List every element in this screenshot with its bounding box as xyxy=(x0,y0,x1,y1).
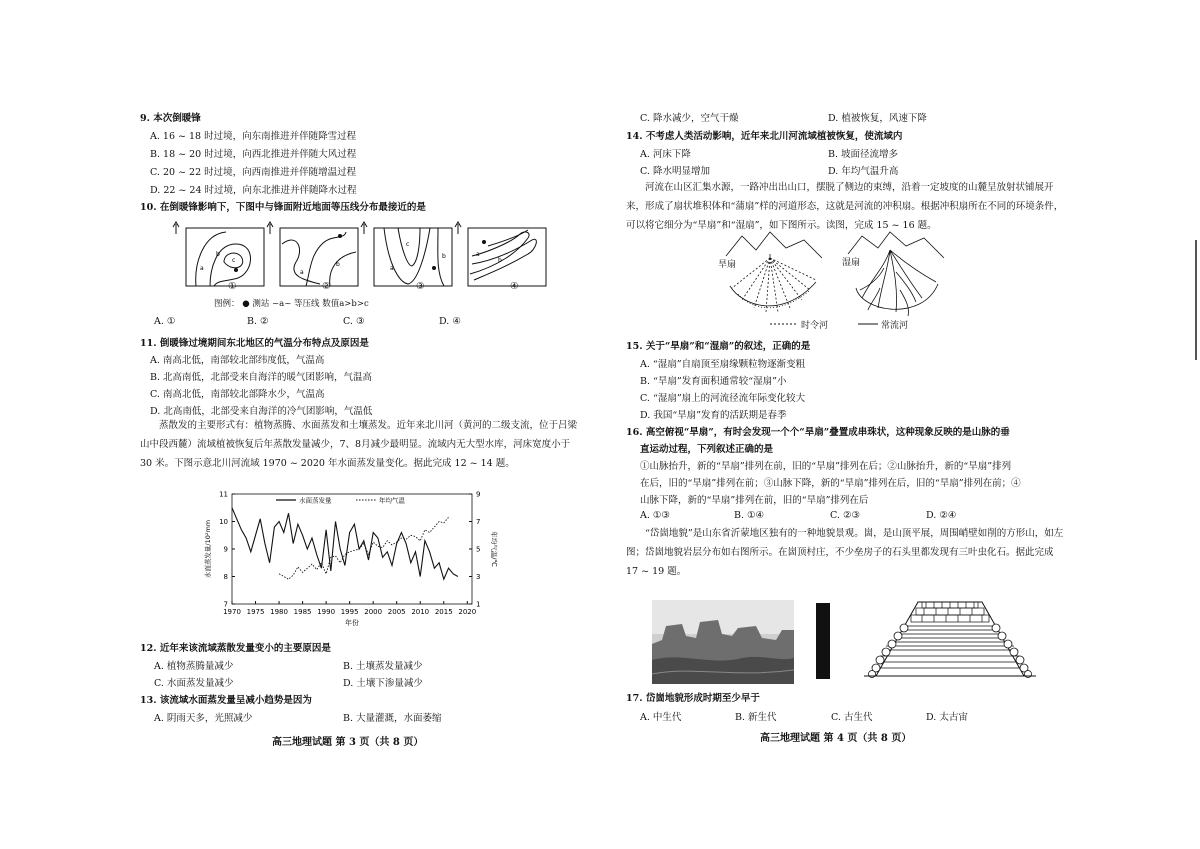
q12-option-a: A. 植物蒸腾量减少 xyxy=(154,661,234,672)
legend-temperature-label: 年均气温 xyxy=(379,496,405,505)
x-tick-label: 1980 xyxy=(270,608,288,616)
q13-option-d: D. 植被恢复，风速下降 xyxy=(828,113,927,124)
svg-text:a: a xyxy=(476,251,480,258)
y-left-tick-label: 10 xyxy=(219,518,228,526)
isobar-panel-2-label: ② xyxy=(322,281,331,292)
q14-option-a: A. 河床下降 xyxy=(640,149,691,160)
svg-text:b: b xyxy=(336,261,340,268)
right-page-footer: 高三地理试题 第 4 页（共 8 页） xyxy=(760,733,912,744)
q10-option-a: A. ① xyxy=(154,316,176,327)
q9-option-b: B. 18 ~ 20 时过境，向西北推进并伴随大风过程 xyxy=(150,149,357,160)
q15-option-b: B. “旱扇”发育面积通常较“湿扇”小 xyxy=(640,376,787,387)
plot-frame xyxy=(232,494,472,604)
x-tick-label: 1985 xyxy=(293,608,312,616)
left-page-footer: 高三地理试题 第 3 页（共 8 页） xyxy=(272,737,424,748)
q16-stem-line-2: 直运动过程，下列叙述正确的是 xyxy=(640,444,774,455)
q16-option-d: D. ②④ xyxy=(926,510,957,521)
q17-option-b: B. 新生代 xyxy=(735,712,777,723)
q15-stem: 15. 关于“旱扇”和“湿扇”的叙述，正确的是 xyxy=(626,341,811,352)
wet-fan xyxy=(848,232,944,316)
x-tick-label: 1995 xyxy=(340,608,359,616)
y-left-tick-label: 7 xyxy=(223,600,228,609)
q17-option-d: D. 太古宙 xyxy=(926,712,968,723)
q13-option-a: A. 阴雨天多，光照减少 xyxy=(154,713,253,724)
rock-strata-diagram xyxy=(864,598,1036,682)
q16-option-a: A. ①③ xyxy=(640,510,670,521)
dry-fan-label: 旱扇 xyxy=(718,260,737,270)
q11-option-a: A. 南高北低，南部较北部纬度低，气温高 xyxy=(150,355,325,366)
q9-option-d: D. 22 ~ 24 时过境，向东北推进并伴随降水过程 xyxy=(150,185,357,196)
q12-option-d: D. 土壤下渗量减少 xyxy=(343,678,423,689)
q14-option-c: C. 降水明显增加 xyxy=(640,166,710,177)
q11-option-c: C. 南高北低，南部较北部降水少，气温高 xyxy=(150,389,325,400)
svg-text:a: a xyxy=(300,269,304,276)
q9-option-c: C. 20 ~ 22 时过境，向西南推进并伴随增温过程 xyxy=(150,167,357,178)
q16-option-c: C. ②③ xyxy=(830,510,861,521)
y-right-tick-label: 1 xyxy=(476,600,481,609)
isobar-legend: 图例： ● 测站 ~a~ 等压线 数值a>b>c xyxy=(214,299,369,309)
y-right-tick-label: 3 xyxy=(476,573,481,581)
isobar-panel-3 xyxy=(361,222,452,286)
scan-edge-mark xyxy=(1195,240,1197,360)
y-right-tick-label: 5 xyxy=(476,545,481,554)
q14-option-d: D. 年均气温升高 xyxy=(828,166,899,177)
x-tick-label: 2015 xyxy=(434,608,453,616)
y-left-tick-label: 11 xyxy=(219,490,228,499)
q12-option-c: C. 水面蒸发量减少 xyxy=(154,678,234,689)
isobar-panel-4 xyxy=(455,222,546,286)
svg-text:c: c xyxy=(232,257,236,264)
y-left-axis-title: 水面蒸发量/10²mm xyxy=(204,519,212,579)
black-bar-divider xyxy=(816,603,830,679)
y-right-axis-title: 年均气温/℃ xyxy=(490,531,498,567)
x-tick-label: 1990 xyxy=(317,608,336,616)
q14-stem: 14. 不考虑人类活动影响，近年来北川河流域植被恢复，使流域内 xyxy=(626,131,903,142)
svg-text:b: b xyxy=(498,257,502,264)
passage-15-16: 河流在山区汇集水源，一路冲出出山口，摆脱了侧边的束缚，沿着一定坡度的山麓呈放射状铺展开来，形成了扇状堆积体和“蒲扇”样的河道形态，这就是河流的冲积扇。根据冲积扇所在不同的环境条件，可以将它细分为“旱扇”和“湿扇”，如下图所示。读图，完成 15 ~ 16 题。 xyxy=(626,182,1064,231)
perennial-river-label: 常流河 xyxy=(881,321,909,331)
q15-option-c: C. “湿扇”扇上的河流径流年际变化较大 xyxy=(640,393,806,404)
x-tick-label: 1970 xyxy=(223,608,241,616)
q15-option-a: A. “湿扇”自扇顶至扇缘颗粒物逐渐变粗 xyxy=(640,359,806,370)
alluvial-fan-diagram xyxy=(712,228,962,334)
dry-fan xyxy=(726,232,822,312)
q15-option-d: D. 我国“旱扇”发育的活跃期是春季 xyxy=(640,410,787,421)
q12-stem: 12. 近年来该流域蒸散发量变小的主要原因是 xyxy=(140,643,331,654)
svg-text:c: c xyxy=(406,241,410,248)
q10-option-d: D. ④ xyxy=(439,316,461,327)
q16-statement-line-1: ①山脉抬升，新的“旱扇”排列在前，旧的“旱扇”排列在后；②山脉抬升，新的“旱扇”排列 xyxy=(640,461,1012,472)
y-left-tick-label: 8 xyxy=(223,573,228,581)
q16-stem-line-1: 16. 高空俯视“旱扇”，有时会发现一个个“旱扇”叠置成串珠状，这种现象反映的是山脉的垂 xyxy=(626,427,1010,438)
y-right-tick-label: 7 xyxy=(476,518,481,526)
daigu-landform-photo xyxy=(652,600,794,684)
legend-evaporation-label: 水面蒸发量 xyxy=(299,496,332,505)
q13-option-c: C. 降水减少，空气干燥 xyxy=(640,113,739,124)
seasonal-river-label: 时令河 xyxy=(801,321,829,331)
x-axis-title: 年份 xyxy=(345,619,359,626)
isobar-figure xyxy=(168,216,548,298)
y-right-tick-label: 9 xyxy=(476,490,481,499)
q17-option-a: A. 中生代 xyxy=(640,712,682,723)
svg-text:a: a xyxy=(200,265,204,272)
q10-option-b: B. ② xyxy=(247,316,269,327)
isobar-panel-1-label: ① xyxy=(228,281,237,292)
q12-option-b: B. 土壤蒸发量减少 xyxy=(343,661,423,672)
q9-stem: 9. 本次倒暖锋 xyxy=(140,113,201,124)
q13-option-b: B. 大量灌溉，水面萎缩 xyxy=(343,713,442,724)
svg-text:b: b xyxy=(216,251,220,258)
x-tick-label: 2000 xyxy=(364,608,383,616)
passage-17-19: “岱崮地貌”是山东省沂蒙地区独有的一种地貌景观。崮，是山顶平展，周围峭壁如削的方形山，如左图；岱崮地貌岩层分布如右图所示。在崮顶村庄，不少垒房子的石头里都发现有三叶虫化石。据此完成 17 ~ 19 题。 xyxy=(626,528,1064,577)
isobar-panel-4-label: ④ xyxy=(510,281,519,292)
q11-option-d: D. 北高南低，北部受来自海洋的冷气团影响，气温低 xyxy=(150,406,373,417)
q11-stem: 11. 倒暖锋过境期间东北地区的气温分布特点及原因是 xyxy=(140,338,369,349)
q10-option-c: C. ③ xyxy=(343,316,365,327)
q16-statement-line-2: 在后，旧的“旱扇”排列在前；③山脉下降，新的“旱扇”排列在后，旧的“旱扇”排列在前；④ xyxy=(640,478,1021,489)
isobar-panel-2 xyxy=(267,222,358,286)
x-tick-label: 2020 xyxy=(458,608,477,616)
isobar-panel-3-label: ③ xyxy=(416,281,425,292)
q17-stem: 17. 岱崮地貌形成时期至少早于 xyxy=(626,693,760,704)
q16-option-b: B. ①④ xyxy=(734,510,765,521)
q13-stem: 13. 该流域水面蒸发量呈减小趋势是因为 xyxy=(140,695,312,706)
x-tick-label: 1975 xyxy=(246,608,265,616)
evaporation-chart xyxy=(196,486,506,626)
y-left-tick-label: 9 xyxy=(223,545,228,554)
q16-statement-line-3: 山脉下降，新的“旱扇”排列在前，旧的“旱扇”排列在后 xyxy=(640,495,869,506)
svg-text:b: b xyxy=(442,253,446,260)
q11-option-b: B. 北高南低，北部受来自海洋的暖气团影响，气温高 xyxy=(150,372,373,383)
temperature-series-line xyxy=(279,517,448,579)
x-tick-label: 2005 xyxy=(387,608,406,616)
passage-12-14: 蒸散发的主要形式有：植物蒸腾、水面蒸发和土壤蒸发。近年来北川河（黄河的二级支流，位于吕梁山中段西麓）流域植被恢复后年蒸散发量减少，7、8月减少最明显。流域内无大型水库，河床宽度小于 30 米。下图示意北川河流域 1970 ~ 2020 年水面蒸发量变化。据此完成 12 ~ 14 题。 xyxy=(140,420,578,469)
evaporation-series-line xyxy=(232,508,458,579)
x-tick-label: 2010 xyxy=(411,608,430,616)
q14-option-b: B. 坡面径流增多 xyxy=(828,149,899,160)
q17-option-c: C. 古生代 xyxy=(831,712,873,723)
q9-option-a: A. 16 ~ 18 时过境，向东南推进并伴随降雪过程 xyxy=(150,131,357,142)
svg-text:a: a xyxy=(390,265,394,272)
q10-stem: 10. 在倒暖锋影响下，下图中与锋面附近地面等压线分布最接近的是 xyxy=(140,202,426,213)
isobar-panel-1 xyxy=(173,222,264,286)
wet-fan-label: 湿扇 xyxy=(842,258,861,268)
